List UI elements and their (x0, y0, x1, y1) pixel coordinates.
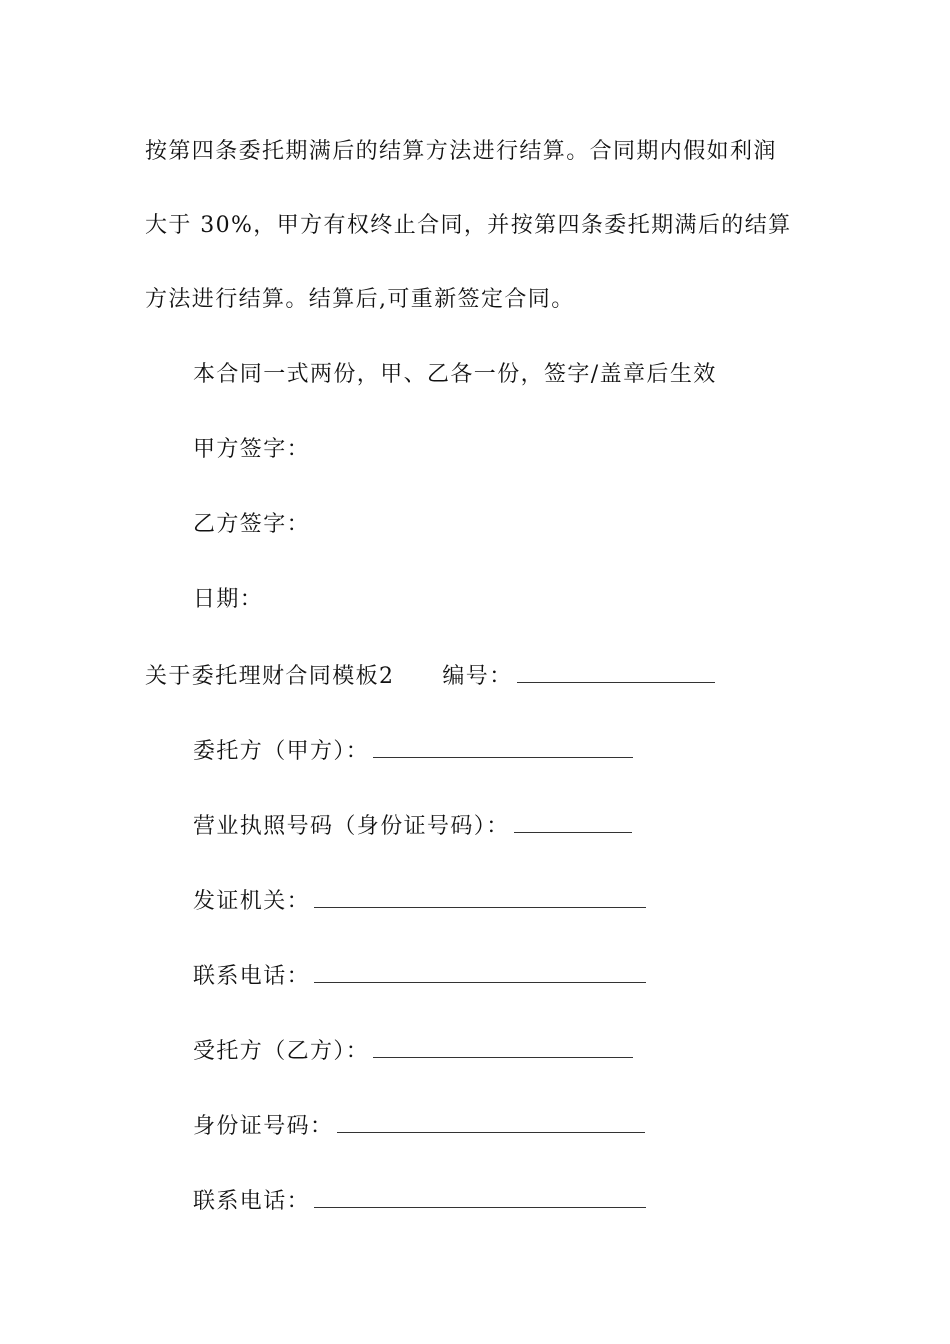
client-phone-row (193, 960, 646, 992)
paragraph-line-2: 大于 30%，甲方有权终止合同，并按第四条委托期满后的结算 (145, 213, 792, 238)
id-number-blank[interactable] (337, 1110, 645, 1133)
template2-heading-row (145, 660, 715, 692)
party-b-signature-label: 乙方签字： (193, 512, 311, 537)
client-phone-blank[interactable] (314, 960, 646, 983)
trustee-row (193, 1035, 633, 1067)
trustee-label: 受托方（乙方）： (193, 1039, 370, 1064)
date-label: 日期： (193, 587, 264, 612)
trustee-phone-row (193, 1185, 646, 1217)
client-blank[interactable] (373, 735, 633, 758)
license-number-row (193, 810, 632, 842)
effect-clause: 本合同一式两份，甲、乙各一份，签字/盖章后生效 (193, 362, 717, 387)
issuing-authority-row (193, 885, 646, 917)
paragraph-line-3: 方法进行结算。结算后,可重新签定合同。 (145, 287, 575, 312)
id-number-row (193, 1110, 645, 1142)
client-row (193, 735, 633, 767)
issuing-authority-blank[interactable] (314, 885, 646, 908)
issuing-authority-label: 发证机关： (193, 889, 311, 914)
paragraph-line-1: 按第四条委托期满后的结算方法进行结算。合同期内假如利润 (145, 139, 777, 164)
license-number-label: 营业执照号码（身份证号码）： (193, 814, 510, 839)
client-label: 委托方（甲方）： (193, 739, 370, 764)
client-phone-label: 联系电话： (193, 964, 311, 989)
trustee-blank[interactable] (373, 1035, 633, 1058)
template2-title: 关于委托理财合同模板2 (145, 664, 395, 689)
number-label: 编号： (442, 664, 513, 689)
number-blank[interactable] (517, 660, 715, 683)
license-number-blank[interactable] (514, 810, 632, 833)
party-a-signature-label: 甲方签字： (193, 437, 311, 462)
trustee-phone-blank[interactable] (314, 1185, 646, 1208)
trustee-phone-label: 联系电话： (193, 1189, 311, 1214)
id-number-label: 身份证号码： (193, 1114, 334, 1139)
